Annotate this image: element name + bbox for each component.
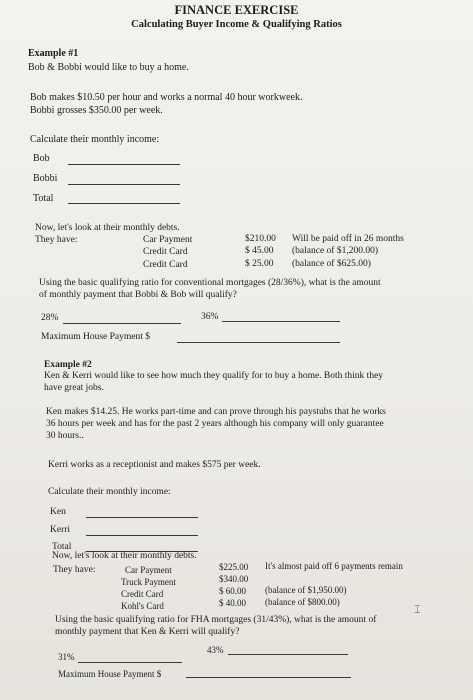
ratio-43-label: 43%: [207, 645, 224, 655]
page-subtitle: Calculating Buyer Income & Qualifying Ratios: [131, 19, 342, 30]
debt-name: Credit Card: [143, 260, 188, 270]
example2-ken-line2: 36 hours per week and has for the past 2 years although his company will only guarantee: [46, 419, 384, 429]
ratio-31-blank[interactable]: [78, 662, 182, 663]
ratio-28-label: 28%: [41, 313, 59, 323]
debt-amount: $ 40.00: [219, 598, 246, 608]
ratio-28-blank[interactable]: [63, 323, 181, 324]
example1-they-have: They have:: [35, 235, 78, 245]
debt-note: (balance of $1,950.00): [265, 585, 347, 595]
debt-name: Car Payment: [143, 235, 193, 245]
example2-row-ken: Ken: [50, 507, 66, 517]
example2-intro-line1: Ken & Kerri would like to see how much they qualify for to buy a home. Both think they: [44, 371, 384, 381]
debt-amount: $210.00: [245, 234, 276, 244]
debt-name: Credit Card: [121, 589, 164, 599]
debt-name: Truck Payment: [121, 577, 176, 587]
debt-name: Credit Card: [143, 247, 188, 257]
example2-intro-line2: have great jobs.: [44, 383, 104, 393]
example1-max-payment-label: Maximum House Payment $: [41, 332, 150, 342]
debt-note: (balance of $800.00): [265, 597, 340, 607]
example1-income-line1: Bob makes $10.50 per hour and works a normal 40 hour workweek.: [30, 92, 303, 103]
debt-amount: $ 60.00: [219, 586, 246, 596]
example2-row-kerri: Kerri: [50, 525, 71, 535]
debt-note: (balance of $625.00): [292, 259, 371, 269]
example2-ken-line3: 30 hours..: [46, 431, 84, 441]
example2-heading: Example #2: [44, 360, 92, 370]
example2-max-payment-blank[interactable]: [186, 677, 351, 678]
example2-ratio-question-line2: monthly payment that Ken & Kerri will qualify?: [55, 627, 240, 637]
debt-amount: $225.00: [219, 562, 249, 572]
debt-name: Car Payment: [125, 565, 172, 575]
text-cursor-icon: ⌶: [414, 603, 421, 616]
example1-debts-intro: Now, let's look at their monthly debts.: [35, 223, 180, 233]
example2-ken-line1: Ken makes $14.25. He works part-time and can prove through his paystubs that he works: [46, 407, 386, 417]
debt-note: It's almost paid off 6 payments remain: [265, 561, 403, 571]
example1-max-payment-blank[interactable]: [177, 342, 340, 343]
debt-amount: $ 25.00: [245, 259, 274, 269]
debt-note: Will be paid off in 26 months: [292, 234, 404, 244]
debt-note: (balance of $1,200.00): [292, 246, 378, 256]
example1-calc-prompt: Calculate their monthly income:: [30, 134, 160, 145]
debt-amount: $ 45.00: [245, 246, 274, 256]
debt-amount: $340.00: [219, 574, 249, 584]
example1-intro: Bob & Bobbi would like to buy a home.: [28, 62, 189, 73]
example2-calc-prompt: Calculate their monthly income:: [48, 487, 171, 497]
example2-kerri-line: Kerri works as a receptionist and makes $575 per week.: [48, 460, 261, 470]
ratio-36-label: 36%: [201, 312, 219, 322]
example1-row-total: Total: [33, 193, 54, 204]
ken-income-blank[interactable]: [86, 517, 198, 518]
bobbi-income-blank[interactable]: [68, 184, 180, 185]
ratio-36-blank[interactable]: [222, 321, 340, 322]
example1-heading: Example #1: [28, 48, 79, 59]
example2-ratio-question-line1: Using the basic qualifying ratio for FHA mortgages (31/43%), what is the amount of: [55, 615, 377, 625]
example2-row-total: Total: [52, 542, 72, 552]
total-income-blank[interactable]: [68, 203, 180, 204]
example1-ratio-question-line2: of monthly payment that Bobbi & Bob will qualify?: [39, 290, 237, 300]
bob-income-blank[interactable]: [68, 164, 180, 165]
ratio-31-label: 31%: [58, 652, 75, 662]
example2-debts-intro: Now, let's look at their monthly debts.: [52, 551, 197, 561]
ratio-43-blank[interactable]: [228, 654, 348, 655]
kerri-income-blank[interactable]: [86, 535, 198, 536]
example2-they-have: They have:: [53, 565, 96, 575]
debt-name: Kohl's Card: [121, 601, 164, 611]
example1-income-line2: Bobbi grosses $350.00 per week.: [30, 105, 163, 116]
example1-ratio-question-line1: Using the basic qualifying ratio for conventional mortgages (28/36%), what is the amount: [39, 278, 381, 288]
example1-row-bobbi: Bobbi: [33, 173, 58, 184]
example1-row-bob: Bob: [33, 153, 50, 164]
page-title: FINANCE EXERCISE: [174, 3, 299, 17]
example2-max-payment-label: Maximum House Payment $: [58, 669, 162, 679]
